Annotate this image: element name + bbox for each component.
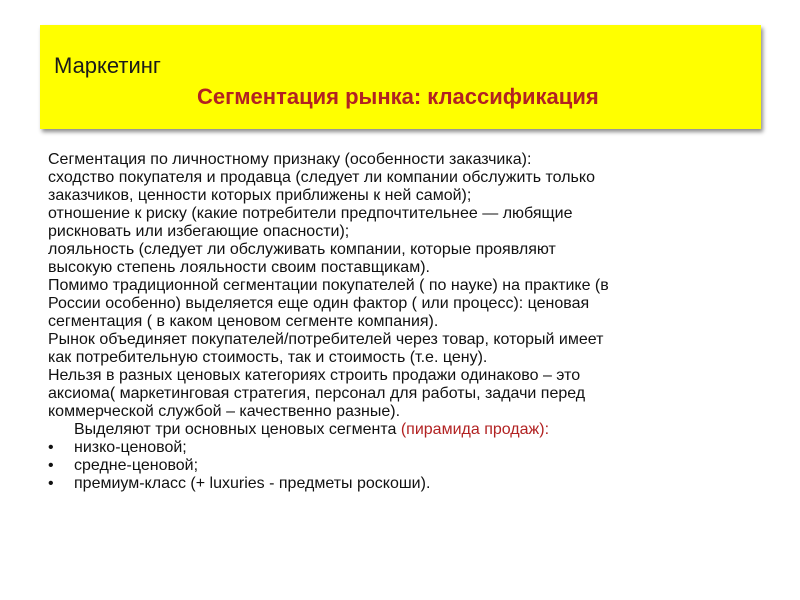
bullet-item-premium (48, 475, 768, 493)
paragraph-line: Нельзя в разных ценовых категориях строить продажи одинаково – это (48, 367, 581, 384)
paragraph-line: отношение к риску (какие потребители предпочтительнее — любящие (48, 205, 573, 222)
paragraph-line: высокую степень лояльности своим поставщикам). (48, 259, 430, 276)
slide-body (48, 151, 768, 493)
paragraph-line: России особенно) выделяется еще один фактор ( или процесс): ценовая (48, 295, 590, 312)
super-title: Маркетинг (54, 53, 161, 78)
paragraph-segments-intro (48, 421, 768, 439)
bullet-text: премиум-класс (+ luxuries - предметы роскоши). (74, 475, 431, 492)
segments-intro-text: Выделяют три основных ценовых сегмента (74, 421, 401, 438)
paragraph-personal-criteria (48, 151, 768, 169)
title-banner (40, 25, 761, 129)
paragraph-market (48, 331, 768, 367)
paragraph-line: лояльность (следует ли обслуживать компании, которые проявляют (48, 241, 556, 258)
bullet-icon: • (48, 439, 54, 456)
paragraph-line: Рынок объединяет покупателей/потребителей через товар, который имеет (48, 331, 604, 348)
bullet-item-low-price (48, 439, 768, 457)
slide-title: Сегментация рынка: классификация (197, 84, 599, 109)
paragraph-line: аксиома( маркетинговая стратегия, персонал для работы, задачи перед (48, 385, 586, 402)
paragraph-line: как потребительную стоимость, так и стоимость (т.е. цену). (48, 349, 488, 366)
bullet-text: низко-ценовой; (74, 439, 187, 456)
bullet-icon: • (48, 475, 54, 492)
paragraph-line: заказчиков, ценности которых приближены к ней самой); (48, 187, 472, 204)
paragraph-loyalty (48, 241, 768, 277)
sales-pyramid-label: (пирамида продаж): (400, 421, 550, 438)
bullet-item-mid-price (48, 457, 768, 475)
paragraph-risk (48, 205, 768, 241)
paragraph-similarity (48, 169, 768, 205)
paragraph-price-segmentation (48, 277, 768, 331)
bullet-text: средне-ценовой; (74, 457, 199, 474)
paragraph-line: сегментация ( в каком ценовом сегменте компания). (48, 313, 439, 330)
bullet-icon: • (48, 457, 54, 474)
paragraph-axiom (48, 367, 768, 421)
paragraph-line: коммерческой службой – качественно разные). (48, 403, 401, 420)
paragraph-line: сходство покупателя и продавца (следует ли компании обслужить только (48, 169, 595, 186)
paragraph-line: Сегментация по личностному признаку (особенности заказчика): (48, 151, 532, 168)
paragraph-line: рискновать или избегающие опасности); (48, 223, 350, 240)
paragraph-line: Помимо традиционной сегментации покупателей ( по науке) на практике (в (48, 277, 609, 294)
